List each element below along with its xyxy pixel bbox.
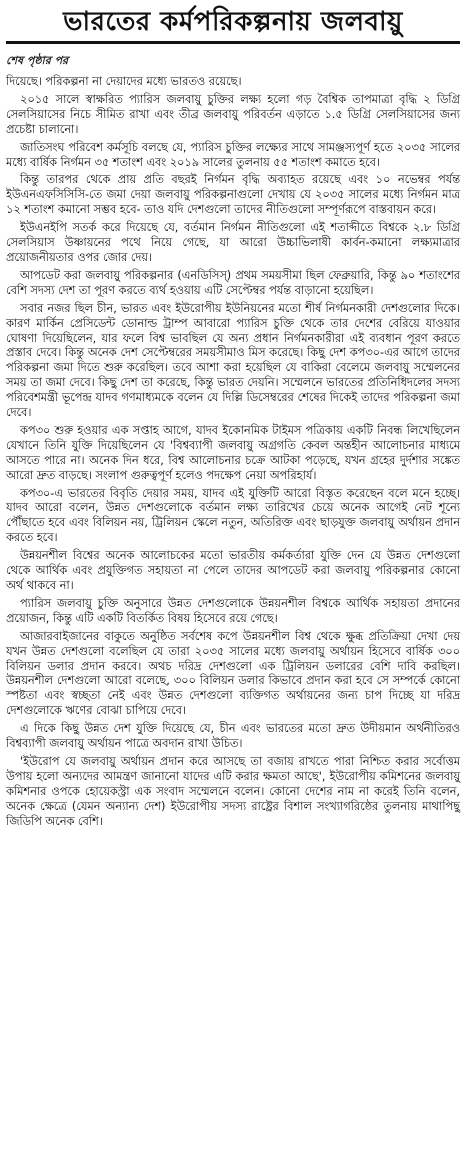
article-paragraph: সবার নজর ছিল চীন, ভারত এবং ইউরোপীয় ইউনিয়নের মতো শীর্ষ নির্গমনকারী দেশগুলোর দিকে। কারণ মার্কিন প্রেসিডেন্ট ডোনাল্ড ট্রাম্প আবারো প্যারিস চুক্তি থেকে তার দেশের বেরিয়ে যাওয়ার ঘোষণা দিয়েছিলেন, যার ফলে বিশ্ব ভাবছিল যে অন্য প্রধান নির্গমনকারীরা এই ব্যবধান পূরণ করতে প্রস্তাব দেবে। কিন্তু অনেক দেশ সেপ্টেম্বরের সময়সীমাও মিস করেছে। কিছু দেশ কপ৩০-এর আগে তাদের পরিকল্পনা জমা দিতে শুরু করেছিল। তবে আশা করা হয়েছিল যে বাকিরা বেলেমে জলবায়ু সম্মেলনের সময় তা জমা দেবে। কিছু দেশ তা করেছে, কিন্তু ভারত দেয়নি। সম্মেলনে ভারতের প্রতিনিধিদলের সদস্য পরিবেশমন্ত্রী ভূপেন্দ্র যাদব গণমাধ্যমকে বলেন যে দিল্লি ডিসেম্বরের শেষের দিকেই তাদের পরিকল্পনা জমা দেবে। [6, 301, 460, 420]
headline: ভারতের কর্মপরিকল্পনায় জলবায়ু [63, 6, 403, 37]
continued-from-label: শেষ পৃষ্ঠার পর [6, 54, 69, 67]
article-paragraph: 'ইউরোপ যে জলবায়ু অর্থায়ন প্রদান করে আসছে তা বজায় রাখতে পারা নিশ্চিত করার সর্বোত্তম উপায় হলো অন্যদের আমন্ত্রণ জানানো যাদের এটি করার ক্ষমতা আছে', ইউরোপীয় কমিশনের জলবায়ু কমিশনার ওপকে হোয়েকস্ট্রা এক সংবাদ সম্মেলনে বলেন। কোনো দেশের নাম না করেই তিনি বলেন, অনেক ক্ষেত্রে (যেমন অন্যান্য দেশ) ইউরোপীয় সদস্য রাষ্ট্রের বিশাল সংখ্যাগরিষ্ঠের তুলনায় মাথাপিছু জিডিপি অনেক বেশি। [6, 754, 460, 828]
article-body [6, 75, 460, 830]
headline-banner [6, 4, 460, 44]
article-paragraph: প্যারিস জলবায়ু চুক্তি অনুসারে উন্নত দেশগুলোকে উন্নয়নশীল বিশ্বকে আর্থিক সহায়তা প্রদানের প্রয়োজন, কিন্তু এটি একটি বিতর্কিত বিষয় হিসেবে রয়ে গেছে। [6, 596, 460, 625]
article-paragraph: ২০১৫ সালে স্বাক্ষরিত প্যারিস জলবায়ু চুক্তির লক্ষ্য হলো গড় বৈশ্বিক তাপমাত্রা বৃদ্ধি ২ ডিগ্রি সেলসিয়াসের নিচে সীমিত রাখা এবং তীব্র জলবায়ু পরিবর্তন এড়াতে ১.৫ ডিগ্রি সেলসিয়াসের জন্য প্রচেষ্টা চালানো। [6, 92, 460, 136]
article-paragraph: ইউএনইপি সতর্ক করে দিয়েছে যে, বর্তমান নির্গমন নীতিগুলো এই শতাব্দীতে বিশ্বকে ২.৮ ডিগ্রি সেলসিয়াস উষ্ণায়নের পথে নিয়ে গেছে, যা আরো উচ্চাভিলাষী কার্বন-কমানো লক্ষ্যমাত্রার প্রয়োজনীয়তার ওপর জোর দেয়। [6, 221, 460, 264]
article-paragraph: জাতিসংঘ পরিবেশ কর্মসূচি বলছে যে, প্যারিস চুক্তির লক্ষ্যের সাথে সামঞ্জস্যপূর্ণ হতে ২০৩৫ সালের মধ্যে বার্ষিক নির্গমন ৩৫ শতাংশ এবং ২০১৯ সালের তুলনায় ৫৫ শতাংশ কমাতে হবে। [6, 140, 460, 169]
article-paragraph: কপ৩০-এ ভারতের বিবৃতি দেয়ার সময়, যাদব এই যুক্তিটি আরো বিস্তৃত করেছেন বলে মনে হচ্ছে। যাদব আরো বলেন, উন্নত দেশগুলোকে বর্তমান লক্ষ্য তারিখের চেয়ে অনেক আগেই নেট শূন্যে পৌঁছাতে হবে এবং বিলিয়ন নয়, ট্রিলিয়ন স্কেলে নতুন, অতিরিক্ত এবং ছাড়যুক্ত জলবায়ু অর্থায়ন প্রদান করতে হবে। [6, 486, 460, 545]
article-paragraph: এ দিকে কিছু উন্নত দেশ যুক্তি দিয়েছে যে, চীন এবং ভারতের মতো দ্রুত উদীয়মান অর্থনীতিরও বিশ্বব্যাপী জলবায়ু অর্থায়ন পাত্রে অবদান রাখা উচিত। [6, 722, 460, 751]
article-paragraph: কিন্তু তারপর থেকে প্রায় প্রতি বছরই নির্গমন বৃদ্ধি অব্যাহত রয়েছে এবং ১০ নভেম্বর পর্যন্ত ইউএনএফসিসিসি-তে জমা দেয়া জলবায়ু পরিকল্পনাগুলো দেখায় যে ২০৩৫ সালের মধ্যে নির্গমন মাত্র ১২ শতাংশ কমানো সম্ভব হবে- তাও যদি দেশগুলো তাদের নীতিগুলো সম্পূর্ণরূপে বাস্তবায়ন করে। [6, 173, 460, 217]
article-paragraph: উন্নয়নশীল বিশ্বের অনেক আলোচকের মতো ভারতীয় কর্মকর্তারা যুক্তি দেন যে উন্নত দেশগুলো থেকে আর্থিক এবং প্রযুক্তিগত সহায়তা না পেলে তাদের আপডেট করা জলবায়ু পরিকল্পনার কোনো অর্থ থাকবে না। [6, 549, 460, 592]
article-paragraph: আজারবাইজানের বাকুতে অনুষ্ঠিত সর্বশেষ কপে উন্নয়নশীল বিশ্ব থেকে ক্ষুব্ধ প্রতিক্রিয়া দেখা দেয় যখন উন্নত দেশগুলো বলেছিল যে তারা ২০৩৫ সালের মধ্যে জলবায়ু অর্থায়ন হিসেবে বার্ষিক ৩০০ বিলিয়ন ডলার প্রদান করবে। অথচ দরিদ্র দেশগুলো এক ট্রিলিয়ন ডলারের বেশি দাবি করছিল। উন্নয়নশীল দেশগুলো আরো বলেছে, ৩০০ বিলিয়ন ডলার কিভাবে প্রদান করা হবে সে সম্পর্কে কোনো স্পষ্টতা এবং স্বচ্ছতা নেই এবং উন্নত দেশগুলো ব্যক্তিগত অর্থায়নের জন্য চাপ দিচ্ছে যা দরিদ্র দেশগুলোকে ঋণের বোঝা চাপিয়ে দেবে। [6, 629, 460, 718]
article-paragraph: দিয়েছে। পরিকল্পনা না দেয়াদের মধ্যে ভারতও রয়েছে। [6, 75, 242, 88]
article-paragraph: কপ৩০ শুরু হওয়ার এক সপ্তাহ আগে, যাদব ইকোনমিক টাইমস পত্রিকায় একটি নিবন্ধ লিখেছিলেন যেখানে তিনি যুক্তি দিয়েছিলেন যে 'বিশ্বব্যাপী জলবায়ু অগ্রগতি কেবল অন্তহীন আলোচনার মাধ্যমে আসতে পারে না। অনেক দিন ধরে, বিশ্ব আলোচনার চক্রে আটকা পড়েছে, যখন গ্রহের দুর্দশার সঙ্কেত আরো দ্রুত বাড়ছে। সংলাপ গুরুত্বপূর্ণ হলেও পদক্ষেপ নেয়া অপরিহার্য। [6, 423, 460, 482]
article-paragraph: আপডেট করা জলবায়ু পরিকল্পনার (এনডিসিস্) প্রথম সময়সীমা ছিল ফেব্রুয়ারি, কিন্তু ৯০ শতাংশের বেশি সদস্য দেশ তা পূরণ করতে ব্যর্থ হওয়ায় এটি সেপ্টেম্বর পর্যন্ত বাড়ানো হয়েছিল। [6, 268, 460, 297]
